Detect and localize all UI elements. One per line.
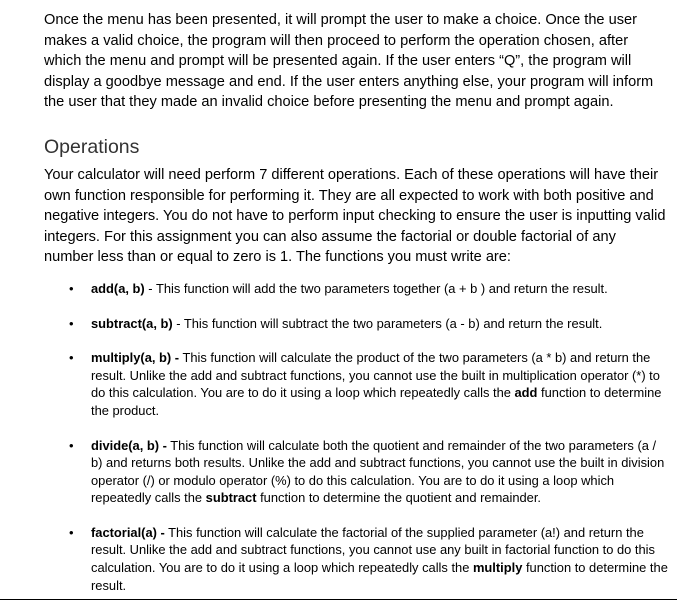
bullet-icon: • (69, 524, 74, 540)
function-description: - This function will add the two parameters together (a + b ) and return the result. (144, 280, 608, 296)
operations-paragraph: Your calculator will need perform 7 different operations. Each of these operations will have their own function responsible for performing it. They are all expected to work with both positive and negative integers. You do not have to perform input checking to ensure the user is inputting valid integers. For this assignment you can also assume the factorial or double factorial of any number less than or equal to zero is 1. The functions you must write are: (44, 166, 666, 266)
operations-list (44, 280, 669, 594)
function-description: - This function will subtract the two parameters (a - b) and return the result. (172, 315, 603, 331)
function-reference: subtract (205, 490, 257, 506)
function-name: divide(a, b) - (91, 437, 167, 453)
function-description-end: function to determine the quotient and remainder. (256, 490, 542, 506)
intro-paragraph: Once the menu has been presented, it will prompt the user to make a choice. Once the user makes a valid choice, the program will then proceed to perform the operation chosen, after which the menu and prompt will be presented again. If the user enters “Q”, the program will display a goodbye message and end. If the user enters anything else, your program will inform the user that they made an invalid choice before presenting the menu and prompt again. (44, 12, 654, 111)
function-reference: add (514, 385, 538, 401)
function-description: This function will calculate the factorial of the supplied parameter (a!) and return the result. Unlike the add and subtract functions, you cannot use any built in factorial function to do this calculation. You are to do it using a loop which repeatedly calls the (91, 524, 655, 576)
function-name: multiply(a, b) - (91, 350, 180, 366)
list-item-subtract (44, 315, 669, 333)
document-page (44, 10, 669, 611)
function-name: factorial(a) - (91, 524, 165, 540)
bullet-icon: • (69, 280, 74, 296)
list-item-multiply (44, 349, 669, 419)
list-item-add (44, 280, 669, 298)
operations-heading: Operations (44, 135, 140, 158)
function-name: subtract(a, b) (91, 315, 173, 331)
function-description-end: function to determine the product. (91, 385, 662, 418)
bullet-icon: • (69, 350, 74, 366)
function-description: This function will calculate the product of the two parameters (a * b) and return the result. Unlike the add and subtract functions, you cannot use the built in multiplication operator (*) to do this calculation. You are to do it using a loop which repeatedly calls the (91, 350, 660, 401)
bullet-icon: • (69, 315, 74, 331)
bottom-divider (0, 599, 677, 600)
function-reference: multiply (472, 560, 523, 576)
bullet-icon: • (69, 437, 74, 453)
list-item-divide (44, 437, 669, 507)
function-description: This function will calculate both the quotient and remainder of the two parameters (a / b) and returns both results. Unlike the add and subtract functions, you cannot use the built in division operator (/) or modulo operator (%) to do this calculation. You are to do it using a loop which repeatedly calls the (91, 437, 665, 506)
list-item-factorial (44, 524, 669, 594)
function-description-end: function to determine the result. (91, 560, 668, 593)
function-name: add(a, b) (91, 280, 145, 296)
